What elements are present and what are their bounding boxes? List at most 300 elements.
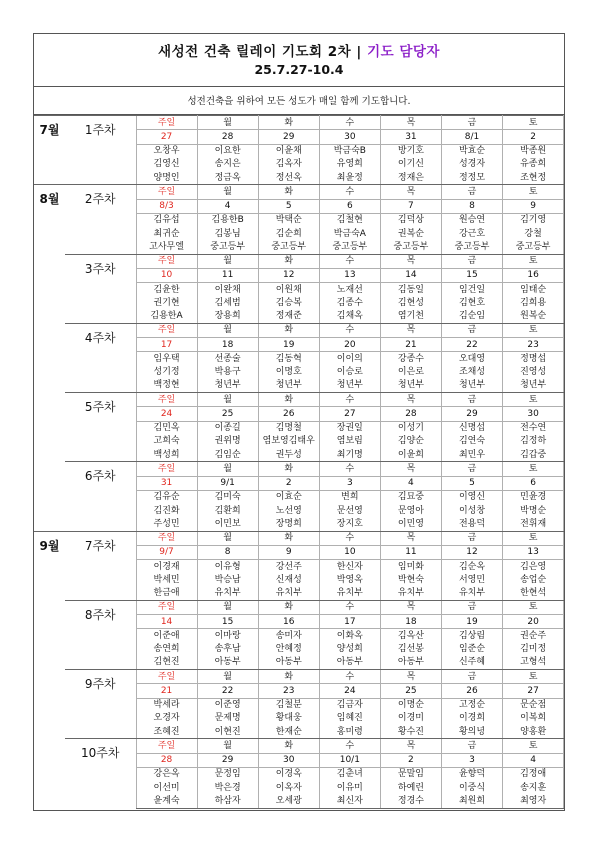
day-header: 화 xyxy=(258,254,319,268)
name-cell: 윤계숙 xyxy=(136,794,197,808)
date-cell: 26 xyxy=(441,684,502,698)
date-cell: 11 xyxy=(197,268,258,282)
day-header: 월 xyxy=(197,531,258,545)
day-header: 목 xyxy=(380,739,441,753)
name-cell: 원복순 xyxy=(503,310,564,324)
day-header: 금 xyxy=(441,254,502,268)
schedule-page xyxy=(33,33,565,811)
date-cell: 14 xyxy=(136,615,197,629)
name-cell: 민윤경 xyxy=(503,490,564,504)
name-cell: 박현숙 xyxy=(380,573,441,586)
name-cell: 장지호 xyxy=(319,517,380,531)
name-cell: 김민옥 xyxy=(136,421,197,435)
week-row xyxy=(34,254,564,268)
day-header: 주일 xyxy=(136,531,197,545)
name-cell: 염보영김태우 xyxy=(258,435,319,448)
name-cell: 아동부 xyxy=(258,656,319,670)
day-header: 월 xyxy=(197,462,258,476)
name-cell: 한신자 xyxy=(319,560,380,574)
day-header: 금 xyxy=(441,323,502,337)
name-cell: 김용한B xyxy=(197,213,258,227)
name-cell: 청년부 xyxy=(197,379,258,393)
name-cell: 이성기 xyxy=(380,421,441,435)
day-header: 토 xyxy=(503,600,564,614)
name-cell: 김임순 xyxy=(197,448,258,462)
name-cell: 정재은 xyxy=(380,171,441,185)
date-cell: 4 xyxy=(503,753,564,767)
day-header: 주일 xyxy=(136,116,197,130)
name-cell: 김윤한 xyxy=(136,283,197,297)
week-label: 9주차 xyxy=(65,670,136,739)
name-cell: 문제명 xyxy=(197,712,258,725)
name-cell: 전수연 xyxy=(503,421,564,435)
name-cell: 청년부 xyxy=(503,379,564,393)
name-cell: 조현정 xyxy=(503,171,564,185)
name-cell: 이민영 xyxy=(380,517,441,531)
name-cell: 이명순 xyxy=(380,698,441,712)
name-cell: 진영성 xyxy=(503,366,564,379)
title-accent: 기도 담당자 xyxy=(367,44,440,60)
day-header: 토 xyxy=(503,531,564,545)
name-cell: 김영신 xyxy=(136,158,197,171)
day-header: 주일 xyxy=(136,185,197,199)
date-cell: 16 xyxy=(258,615,319,629)
date-cell: 30 xyxy=(258,753,319,767)
name-cell: 한금애 xyxy=(136,587,197,601)
date-cell: 8/3 xyxy=(136,199,197,213)
name-cell: 송미자 xyxy=(258,629,319,643)
date-cell: 22 xyxy=(441,338,502,352)
name-cell: 오세광 xyxy=(258,794,319,808)
week-label: 6주차 xyxy=(65,462,136,531)
name-cell: 양홍환 xyxy=(503,725,564,739)
month-label: 9월 xyxy=(34,531,65,600)
schedule-body xyxy=(34,116,564,809)
name-cell: 황수진 xyxy=(380,725,441,739)
name-cell: 장명희 xyxy=(258,517,319,531)
date-cell: 10/1 xyxy=(319,753,380,767)
name-cell: 김기영 xyxy=(503,213,564,227)
name-cell: 김갑중 xyxy=(503,448,564,462)
title-main: 새성전 건축 릴레이 기도회 2차 xyxy=(158,44,352,60)
name-cell: 김춘녀 xyxy=(319,767,380,781)
date-cell: 15 xyxy=(197,615,258,629)
name-cell: 최민우 xyxy=(441,448,502,462)
name-cell: 권복순 xyxy=(380,227,441,240)
name-cell: 이유미 xyxy=(319,781,380,794)
name-cell: 문말임 xyxy=(380,767,441,781)
name-cell: 김미정 xyxy=(503,643,564,656)
day-header: 수 xyxy=(319,462,380,476)
name-cell: 고희숙 xyxy=(136,435,197,448)
name-cell: 임태순 xyxy=(503,283,564,297)
name-cell: 이성창 xyxy=(441,504,502,517)
week-row xyxy=(34,323,564,337)
name-cell: 이은로 xyxy=(380,366,441,379)
name-cell: 김명철 xyxy=(258,421,319,435)
name-cell: 송연희 xyxy=(136,643,197,656)
day-header: 목 xyxy=(380,393,441,407)
name-cell: 박용구 xyxy=(197,366,258,379)
week-row xyxy=(34,393,564,407)
date-cell: 9/1 xyxy=(197,476,258,490)
day-header: 월 xyxy=(197,116,258,130)
date-cell: 19 xyxy=(441,615,502,629)
date-cell: 5 xyxy=(258,199,319,213)
day-header: 목 xyxy=(380,323,441,337)
month-label: 8월 xyxy=(34,185,65,254)
name-cell: 이종길 xyxy=(197,421,258,435)
month-label xyxy=(34,323,65,392)
name-cell: 박종원 xyxy=(503,144,564,158)
name-cell: 박승남 xyxy=(197,573,258,586)
name-cell: 이원채 xyxy=(258,283,319,297)
day-header: 월 xyxy=(197,670,258,684)
name-cell: 염보림 xyxy=(319,435,380,448)
name-cell: 유치부 xyxy=(441,587,502,601)
day-header: 월 xyxy=(197,185,258,199)
week-label: 2주차 xyxy=(65,185,136,254)
name-cell: 임혜진 xyxy=(319,712,380,725)
name-cell: 김은영 xyxy=(503,560,564,574)
day-header: 금 xyxy=(441,116,502,130)
date-cell: 8 xyxy=(197,545,258,559)
date-cell: 10 xyxy=(136,268,197,282)
name-cell: 박명순 xyxy=(503,504,564,517)
name-cell: 오대영 xyxy=(441,352,502,366)
date-cell: 21 xyxy=(136,684,197,698)
date-cell: 9 xyxy=(258,545,319,559)
date-cell: 13 xyxy=(503,545,564,559)
day-header: 수 xyxy=(319,254,380,268)
day-header: 주일 xyxy=(136,393,197,407)
date-cell: 6 xyxy=(319,199,380,213)
name-cell: 중고등부 xyxy=(258,240,319,254)
date-cell: 27 xyxy=(503,684,564,698)
date-cell: 28 xyxy=(380,407,441,421)
day-header: 토 xyxy=(503,254,564,268)
name-cell: 최귀순 xyxy=(136,227,197,240)
name-cell: 문순점 xyxy=(503,698,564,712)
name-cell: 김동혁 xyxy=(258,352,319,366)
name-cell: 문정임 xyxy=(197,767,258,781)
name-cell: 아동부 xyxy=(380,656,441,670)
name-cell: 신재성 xyxy=(258,573,319,586)
name-cell: 오창우 xyxy=(136,144,197,158)
month-label xyxy=(34,254,65,323)
name-cell: 김철현 xyxy=(319,213,380,227)
day-header: 수 xyxy=(319,531,380,545)
name-cell: 김봉님 xyxy=(197,227,258,240)
name-cell: 장권일 xyxy=(319,421,380,435)
name-cell: 권순주 xyxy=(503,629,564,643)
month-label xyxy=(34,600,65,669)
date-cell: 6 xyxy=(503,476,564,490)
name-cell: 전용덕 xyxy=(441,517,502,531)
date-cell: 23 xyxy=(503,338,564,352)
name-cell: 이승로 xyxy=(319,366,380,379)
day-header: 토 xyxy=(503,670,564,684)
name-cell: 유치부 xyxy=(319,587,380,601)
date-cell: 28 xyxy=(136,753,197,767)
name-cell: 정금옥 xyxy=(197,171,258,185)
date-cell: 30 xyxy=(503,407,564,421)
name-cell: 박택순 xyxy=(258,213,319,227)
day-header: 금 xyxy=(441,739,502,753)
week-row xyxy=(34,116,564,130)
name-cell: 아동부 xyxy=(319,656,380,670)
date-cell: 15 xyxy=(441,268,502,282)
day-header: 화 xyxy=(258,600,319,614)
day-header: 금 xyxy=(441,600,502,614)
name-cell: 강선주 xyxy=(258,560,319,574)
day-header: 금 xyxy=(441,531,502,545)
day-header: 화 xyxy=(258,670,319,684)
name-cell: 중고등부 xyxy=(319,240,380,254)
name-cell: 하예린 xyxy=(380,781,441,794)
week-row xyxy=(34,185,564,199)
name-cell: 서영민 xyxy=(441,573,502,586)
date-cell: 20 xyxy=(319,338,380,352)
date-cell: 25 xyxy=(197,407,258,421)
name-cell: 박세라 xyxy=(136,698,197,712)
name-cell: 전휘재 xyxy=(503,517,564,531)
name-cell: 이마랑 xyxy=(197,629,258,643)
week-row xyxy=(34,670,564,684)
name-cell: 이현진 xyxy=(197,725,258,739)
name-cell: 황의녕 xyxy=(441,725,502,739)
date-cell: 2 xyxy=(258,476,319,490)
date-cell: 2 xyxy=(503,130,564,144)
day-header: 월 xyxy=(197,323,258,337)
name-cell: 한재순 xyxy=(258,725,319,739)
name-cell: 황대웅 xyxy=(258,712,319,725)
day-header: 월 xyxy=(197,393,258,407)
week-label: 8주차 xyxy=(65,600,136,669)
day-header: 목 xyxy=(380,116,441,130)
date-cell: 7 xyxy=(380,199,441,213)
name-cell: 염기천 xyxy=(380,310,441,324)
date-cell: 29 xyxy=(258,130,319,144)
day-header: 토 xyxy=(503,393,564,407)
day-header: 수 xyxy=(319,323,380,337)
name-cell: 성경자 xyxy=(441,158,502,171)
name-cell: 송업순 xyxy=(503,573,564,586)
month-label xyxy=(34,393,65,462)
day-header: 수 xyxy=(319,116,380,130)
day-header: 월 xyxy=(197,600,258,614)
name-cell: 강은옥 xyxy=(136,767,197,781)
date-cell: 13 xyxy=(319,268,380,282)
date-cell: 29 xyxy=(197,753,258,767)
name-cell: 이옥자 xyxy=(258,781,319,794)
date-cell: 31 xyxy=(380,130,441,144)
name-cell: 조채성 xyxy=(441,366,502,379)
week-label: 4주차 xyxy=(65,323,136,392)
name-cell: 김유순 xyxy=(136,490,197,504)
name-cell: 김연숙 xyxy=(441,435,502,448)
name-cell: 유치부 xyxy=(197,587,258,601)
week-row xyxy=(34,462,564,476)
day-header: 토 xyxy=(503,323,564,337)
name-cell: 이윤채 xyxy=(258,144,319,158)
day-header: 수 xyxy=(319,739,380,753)
name-cell: 임미화 xyxy=(380,560,441,574)
name-cell: 고사무엘 xyxy=(136,240,197,254)
name-cell: 성기정 xyxy=(136,366,197,379)
name-cell: 김양순 xyxy=(380,435,441,448)
day-header: 금 xyxy=(441,185,502,199)
name-cell: 이민보 xyxy=(197,517,258,531)
date-cell: 27 xyxy=(136,130,197,144)
name-cell: 이명호 xyxy=(258,366,319,379)
date-cell: 11 xyxy=(380,545,441,559)
name-cell: 변희 xyxy=(319,490,380,504)
date-cell: 4 xyxy=(197,199,258,213)
date-cell: 5 xyxy=(441,476,502,490)
name-cell: 양명인 xyxy=(136,171,197,185)
name-cell: 이준애 xyxy=(136,629,197,643)
name-cell: 김순옥 xyxy=(441,560,502,574)
name-cell: 송후남 xyxy=(197,643,258,656)
name-cell: 박금숙A xyxy=(319,227,380,240)
name-cell: 최영자 xyxy=(503,794,564,808)
week-label: 3주차 xyxy=(65,254,136,323)
name-cell: 이선미 xyxy=(136,781,197,794)
day-header: 화 xyxy=(258,462,319,476)
name-cell: 장용희 xyxy=(197,310,258,324)
date-cell: 27 xyxy=(319,407,380,421)
name-cell: 김미숙 xyxy=(197,490,258,504)
name-cell: 김유섭 xyxy=(136,213,197,227)
name-cell: 김묘중 xyxy=(380,490,441,504)
name-cell: 이경재 xyxy=(136,560,197,574)
date-cell: 2 xyxy=(380,753,441,767)
name-cell: 이경미 xyxy=(380,712,441,725)
month-label xyxy=(34,739,65,808)
name-cell: 김철분 xyxy=(258,698,319,712)
day-header: 금 xyxy=(441,462,502,476)
name-cell: 이복희 xyxy=(503,712,564,725)
date-cell: 8/1 xyxy=(441,130,502,144)
name-cell: 중고등부 xyxy=(441,240,502,254)
week-label: 5주차 xyxy=(65,393,136,462)
name-cell: 최신자 xyxy=(319,794,380,808)
name-cell: 노선영 xyxy=(258,504,319,517)
name-cell: 원승연 xyxy=(441,213,502,227)
week-row xyxy=(34,600,564,614)
name-cell: 김정애 xyxy=(503,767,564,781)
name-cell: 정경수 xyxy=(380,794,441,808)
name-cell: 김세범 xyxy=(197,296,258,309)
week-label: 10주차 xyxy=(65,739,136,808)
name-cell: 문선영 xyxy=(319,504,380,517)
date-cell: 9 xyxy=(503,199,564,213)
name-cell: 정재준 xyxy=(258,310,319,324)
name-cell: 김금자 xyxy=(319,698,380,712)
date-cell: 14 xyxy=(380,268,441,282)
name-cell: 중고등부 xyxy=(197,240,258,254)
day-header: 수 xyxy=(319,393,380,407)
day-header: 화 xyxy=(258,323,319,337)
name-cell: 청년부 xyxy=(319,379,380,393)
date-cell: 21 xyxy=(380,338,441,352)
name-cell: 이화옥 xyxy=(319,629,380,643)
date-cell: 26 xyxy=(258,407,319,421)
name-cell: 정선옥 xyxy=(258,171,319,185)
day-header: 목 xyxy=(380,254,441,268)
date-cell: 3 xyxy=(441,753,502,767)
name-cell: 김현성 xyxy=(380,296,441,309)
name-cell: 신명섭 xyxy=(441,421,502,435)
day-header: 토 xyxy=(503,116,564,130)
name-cell: 유치부 xyxy=(380,587,441,601)
date-cell: 3 xyxy=(319,476,380,490)
name-cell: 김희용 xyxy=(503,296,564,309)
name-cell: 하삼자 xyxy=(197,794,258,808)
week-row xyxy=(34,739,564,753)
week-label: 1주차 xyxy=(65,116,136,185)
name-cell: 고정순 xyxy=(441,698,502,712)
day-header: 목 xyxy=(380,670,441,684)
name-cell: 청년부 xyxy=(441,379,502,393)
title-separator: | xyxy=(356,44,362,60)
date-cell: 19 xyxy=(258,338,319,352)
day-header: 주일 xyxy=(136,254,197,268)
name-cell: 이경희 xyxy=(441,712,502,725)
name-cell: 임건일 xyxy=(441,283,502,297)
day-header: 목 xyxy=(380,600,441,614)
name-cell: 아동부 xyxy=(197,656,258,670)
day-header: 화 xyxy=(258,739,319,753)
day-header: 화 xyxy=(258,185,319,199)
name-cell: 김순희 xyxy=(258,227,319,240)
date-cell: 20 xyxy=(503,615,564,629)
name-cell: 문영아 xyxy=(380,504,441,517)
name-cell: 김환희 xyxy=(197,504,258,517)
name-cell: 박은경 xyxy=(197,781,258,794)
name-cell: 정정모 xyxy=(441,171,502,185)
name-cell: 박세민 xyxy=(136,573,197,586)
name-cell: 김종수 xyxy=(319,296,380,309)
day-header: 수 xyxy=(319,670,380,684)
name-cell: 유영희 xyxy=(319,158,380,171)
name-cell: 고형석 xyxy=(503,656,564,670)
name-cell: 한현석 xyxy=(503,587,564,601)
name-cell: 김동일 xyxy=(380,283,441,297)
name-cell: 백정현 xyxy=(136,379,197,393)
title-block xyxy=(34,34,564,87)
name-cell: 이중식 xyxy=(441,781,502,794)
name-cell: 김옥산 xyxy=(380,629,441,643)
name-cell: 강철 xyxy=(503,227,564,240)
name-cell: 박효순 xyxy=(441,144,502,158)
day-header: 토 xyxy=(503,739,564,753)
day-header: 주일 xyxy=(136,323,197,337)
name-cell: 김채옥 xyxy=(319,310,380,324)
date-cell: 24 xyxy=(136,407,197,421)
name-cell: 이기신 xyxy=(380,158,441,171)
name-cell: 정명섭 xyxy=(503,352,564,366)
name-cell: 김용한A xyxy=(136,310,197,324)
month-label xyxy=(34,670,65,739)
name-cell: 노재선 xyxy=(319,283,380,297)
name-cell: 김승복 xyxy=(258,296,319,309)
page-title xyxy=(34,34,564,61)
name-cell: 김진화 xyxy=(136,504,197,517)
day-header: 수 xyxy=(319,600,380,614)
name-cell: 주성민 xyxy=(136,517,197,531)
